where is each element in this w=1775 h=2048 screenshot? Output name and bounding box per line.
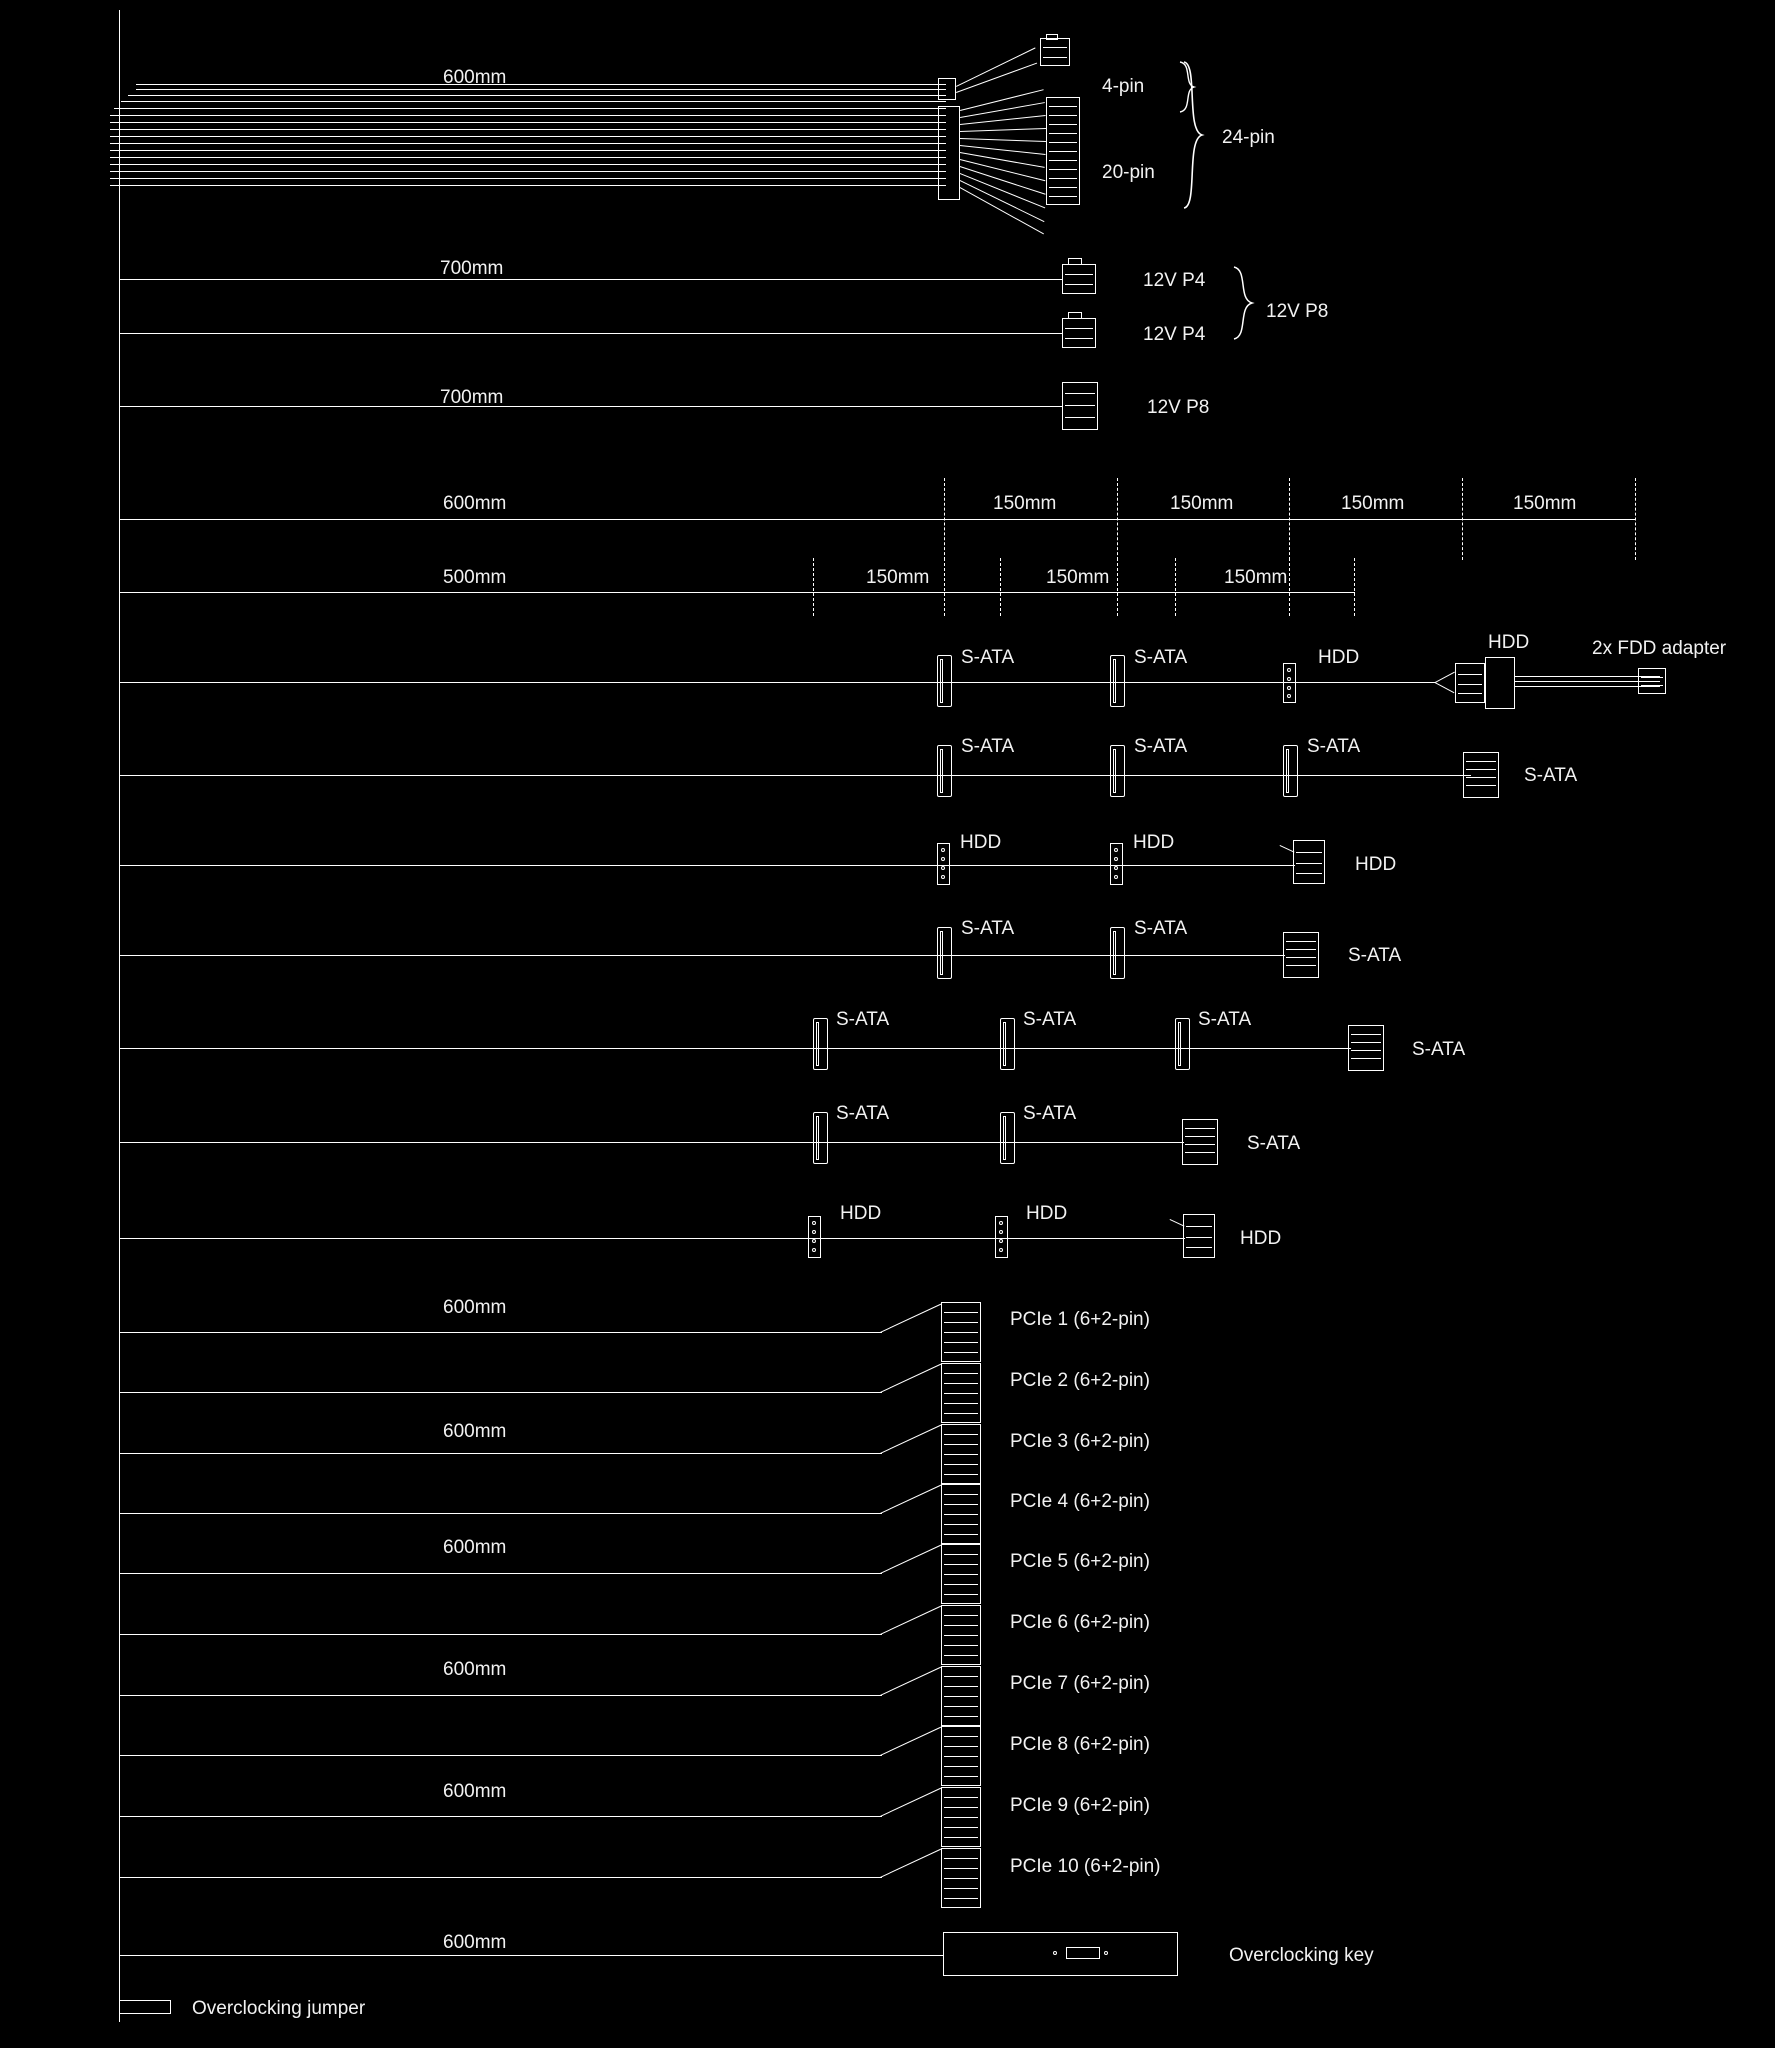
scale-top-seg: 150mm: [1341, 493, 1405, 514]
hdd-connector: [1283, 663, 1296, 703]
connector-label: HDD: [1355, 854, 1397, 875]
pcie-label: PCIe 1 (6+2-pin): [1010, 1309, 1150, 1330]
atx-lead: [960, 89, 1044, 111]
scale-tick: [1000, 558, 1001, 616]
scale-top-seg: 150mm: [1170, 493, 1234, 514]
pcie-connector: [941, 1544, 981, 1604]
sata-connector: [1110, 745, 1125, 797]
scale-top-line: [119, 519, 1636, 520]
pcie-wire: [119, 1695, 882, 1696]
connector-label: S-ATA: [961, 736, 1015, 757]
connector-label: S-ATA: [836, 1103, 890, 1124]
pcie-wire: [119, 1513, 882, 1514]
pcie-length-label: 600mm: [443, 1297, 507, 1318]
pcie-lead: [880, 1304, 941, 1333]
overclocking-jumper-label: Overclocking jumper: [192, 1998, 366, 2019]
pcie-connector: [941, 1363, 981, 1423]
pcie-label: PCIe 10 (6+2-pin): [1010, 1856, 1161, 1877]
connector-label: S-ATA: [1247, 1133, 1301, 1154]
atx-wire: [110, 150, 946, 151]
atx-lead: [960, 128, 1046, 132]
pcie-lead: [880, 1545, 941, 1574]
row6-wire: [119, 1142, 1184, 1143]
pcie-wire: [119, 1332, 882, 1333]
atx-wire: [110, 143, 946, 144]
psu-edge-line: [119, 10, 120, 2022]
connector-label: 2x FDD adapter: [1592, 638, 1727, 659]
pcie-label: PCIe 5 (6+2-pin): [1010, 1551, 1150, 1572]
row7-wire: [119, 1238, 1185, 1239]
atx-4pin-connector: [1040, 38, 1070, 66]
connector-label: S-ATA: [1412, 1039, 1466, 1060]
overclocking-key-label: Overclocking key: [1229, 1945, 1374, 1966]
sata-connector: [1000, 1112, 1015, 1164]
row2-wire: [119, 775, 1471, 776]
overclocking-key-body: [943, 1932, 1178, 1976]
pcie-length-label: 600mm: [443, 1659, 507, 1680]
scale-tick: [1117, 478, 1118, 560]
pcie-connector: [941, 1666, 981, 1726]
atx-lead: [960, 152, 1045, 168]
pcie-connector: [941, 1302, 981, 1362]
pcie-lead: [880, 1606, 941, 1635]
connector-label: S-ATA: [1134, 647, 1188, 668]
pcie-label: PCIe 8 (6+2-pin): [1010, 1734, 1150, 1755]
pcie-lead: [880, 1485, 941, 1514]
sata-end-connector: [1182, 1119, 1218, 1165]
atx-wire: [110, 164, 946, 165]
sata-connector: [1175, 1018, 1190, 1070]
hdd-connector: [937, 843, 950, 885]
oc-key-switch: [1066, 1947, 1100, 1959]
sata-connector: [937, 927, 952, 979]
p4-wire-a: [119, 279, 1063, 280]
pcie-length-label: 600mm: [443, 1781, 507, 1802]
pcie-label: PCIe 4 (6+2-pin): [1010, 1491, 1150, 1512]
atx-wire: [110, 129, 946, 130]
atx-lead: [960, 187, 1044, 234]
p8-combined-label: 12V P8: [1266, 301, 1329, 322]
pcie-connector: [941, 1726, 981, 1786]
scale-tick: [1462, 478, 1463, 560]
connector-label: HDD: [1026, 1203, 1068, 1224]
p8-connector: [1062, 382, 1098, 430]
hdd-end-connector: [1183, 1214, 1215, 1258]
fdd-connector: [1638, 668, 1666, 694]
scale-tick: [944, 478, 945, 560]
atx-wire: [110, 122, 946, 123]
connector-label: S-ATA: [1134, 736, 1188, 757]
scale-top-seg: 150mm: [993, 493, 1057, 514]
pcie-label: PCIe 6 (6+2-pin): [1010, 1612, 1150, 1633]
pcie-lead: [880, 1849, 941, 1878]
atx-24pin-label: 24-pin: [1222, 127, 1275, 148]
connector-label: S-ATA: [1023, 1103, 1077, 1124]
atx-sleeve-main: [938, 106, 960, 200]
pcie-wire: [119, 1634, 882, 1635]
pcie-lead: [880, 1364, 941, 1393]
pcie-label: PCIe 7 (6+2-pin): [1010, 1673, 1150, 1694]
atx-wire: [110, 185, 946, 186]
scale-bottom-seg: 150mm: [1224, 567, 1288, 588]
scale-tick: [1354, 558, 1355, 616]
atx-wire: [110, 171, 946, 172]
hdd-connector: [808, 1216, 821, 1258]
row1-lead: [1435, 672, 1455, 683]
scale-tick: [813, 558, 814, 616]
pcie-wire: [119, 1453, 882, 1454]
sata-connector: [1110, 927, 1125, 979]
oc-key-dot: [1104, 1951, 1108, 1955]
atx-wire: [114, 108, 946, 109]
row1-lead: [1435, 682, 1455, 693]
sata-connector: [937, 655, 952, 707]
connector-label: S-ATA: [1023, 1009, 1077, 1030]
p4-label-b: 12V P4: [1143, 324, 1206, 345]
scale-tick: [1289, 478, 1290, 560]
sata-end-connector: [1463, 752, 1499, 798]
scale-tick: [1175, 558, 1176, 616]
connector-label: S-ATA: [961, 647, 1015, 668]
atx-wire: [136, 89, 946, 90]
pcie-lead: [880, 1727, 941, 1756]
pcie-connector: [941, 1424, 981, 1484]
pcie-length-label: 600mm: [443, 1421, 507, 1442]
scale-bottom-main: 500mm: [443, 567, 507, 588]
pcie-wire: [119, 1816, 882, 1817]
connector-label: HDD: [1240, 1228, 1282, 1249]
scale-tick: [1289, 558, 1290, 616]
scale-bottom-seg: 150mm: [866, 567, 930, 588]
connector-label: S-ATA: [1134, 918, 1188, 939]
scale-top-main: 600mm: [443, 493, 507, 514]
connector-label: S-ATA: [961, 918, 1015, 939]
sata-end-connector: [1348, 1025, 1384, 1071]
pcie-connector: [941, 1484, 981, 1544]
pcie-label: PCIe 3 (6+2-pin): [1010, 1431, 1150, 1452]
pcie-length-label: 600mm: [443, 1537, 507, 1558]
atx-wire: [110, 157, 946, 158]
sata-end-connector: [1283, 932, 1319, 978]
atx-sleeve-small: [938, 78, 956, 100]
p4-label-a: 12V P4: [1143, 270, 1206, 291]
pcie-wire: [119, 1755, 882, 1756]
atx-4pin-clip: [1046, 34, 1058, 40]
p4-length-label: 700mm: [440, 258, 504, 279]
p8-length-label: 700mm: [440, 387, 504, 408]
atx-wire: [110, 115, 946, 116]
pcie-wire: [119, 1877, 882, 1878]
overclocking-jumper-icon: [119, 2000, 171, 2014]
fdd-adapter-body: [1485, 657, 1515, 709]
row1-wire: [119, 682, 1435, 683]
pcie-label: PCIe 9 (6+2-pin): [1010, 1795, 1150, 1816]
pcie-connector: [941, 1605, 981, 1665]
connector-label: HDD: [1488, 632, 1530, 653]
scale-tick: [944, 558, 945, 616]
connector-label: S-ATA: [1198, 1009, 1252, 1030]
p8-wire: [119, 406, 1063, 407]
atx-lead: [960, 138, 1046, 142]
oc-length-label: 600mm: [443, 1932, 507, 1953]
atx-4pin-label: 4-pin: [1102, 76, 1145, 97]
row5-wire: [119, 1048, 1351, 1049]
atx-wire: [110, 136, 946, 137]
connector-label: HDD: [1133, 832, 1175, 853]
hdd-molex-connector: [1455, 663, 1485, 703]
hdd-connector: [995, 1216, 1008, 1258]
connector-label: HDD: [960, 832, 1002, 853]
sata-connector: [813, 1018, 828, 1070]
pcie-lead: [880, 1667, 941, 1696]
atx-20pin-label: 20-pin: [1102, 162, 1155, 183]
atx-length-label: 600mm: [443, 67, 507, 88]
atx-wire: [121, 101, 946, 102]
sata-connector: [813, 1112, 828, 1164]
connector-label: HDD: [1318, 647, 1360, 668]
pcie-lead: [880, 1425, 941, 1454]
scale-tick: [1635, 478, 1636, 560]
p8-brace: [1232, 264, 1258, 342]
atx-wire: [136, 84, 946, 85]
p4-clip-b: [1068, 312, 1082, 319]
connector-label: HDD: [840, 1203, 882, 1224]
atx-4pin-brace: [1178, 58, 1200, 116]
pcie-lead: [880, 1788, 941, 1817]
atx-20pin-connector: [1046, 97, 1080, 205]
scale-tick: [1117, 558, 1118, 616]
hdd-end-connector: [1293, 840, 1325, 884]
oc-key-dot: [1053, 1951, 1057, 1955]
sata-connector: [937, 745, 952, 797]
p4-connector-b: [1062, 318, 1096, 348]
scale-bottom-line: [119, 592, 1355, 593]
sata-connector: [1000, 1018, 1015, 1070]
p4-connector-a: [1062, 264, 1096, 294]
p4-wire-b: [119, 333, 1063, 334]
connector-label: S-ATA: [1348, 945, 1402, 966]
pcie-label: PCIe 2 (6+2-pin): [1010, 1370, 1150, 1391]
oc-wire: [119, 1955, 943, 1956]
p4-clip-a: [1068, 258, 1082, 265]
atx-wire: [128, 95, 946, 96]
atx-wire: [110, 178, 946, 179]
connector-label: S-ATA: [1307, 736, 1361, 757]
sata-connector: [1110, 655, 1125, 707]
scale-top-seg: 150mm: [1513, 493, 1577, 514]
scale-bottom-seg: 150mm: [1046, 567, 1110, 588]
atx-lead: [960, 115, 1046, 125]
connector-label: S-ATA: [1524, 765, 1578, 786]
connector-label: S-ATA: [836, 1009, 890, 1030]
hdd-connector: [1110, 843, 1123, 885]
pcie-wire: [119, 1392, 882, 1393]
p8-label: 12V P8: [1147, 397, 1210, 418]
sata-connector: [1283, 745, 1298, 797]
pcie-connector: [941, 1787, 981, 1847]
pcie-wire: [119, 1573, 882, 1574]
pcie-connector: [941, 1848, 981, 1908]
